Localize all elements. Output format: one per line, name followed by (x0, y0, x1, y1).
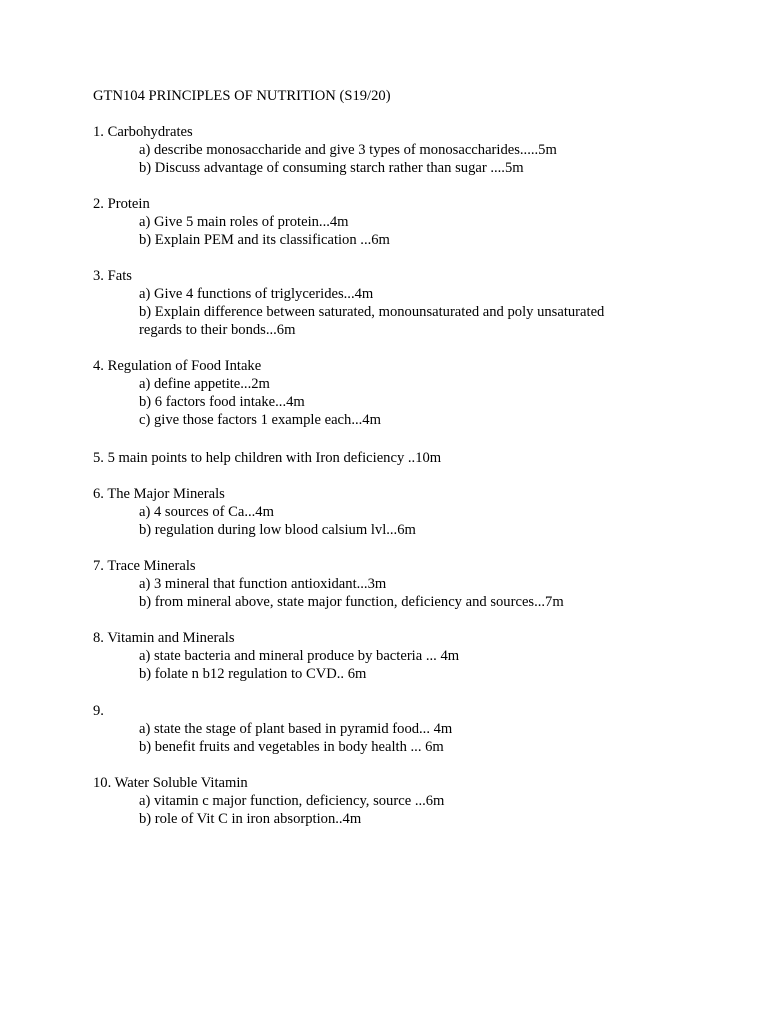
question-4-part-c: c) give those factors 1 example each...4m (139, 412, 381, 428)
question-8-part-b: b) folate n b12 regulation to CVD.. 6m (139, 666, 367, 682)
question-6-part-b: b) regulation during low blood calsium lvl...6m (139, 522, 416, 538)
question-3-part-b: b) Explain difference between saturated, monounsaturated and poly unsaturated (139, 304, 605, 320)
question-4-part-b: b) 6 factors food intake...4m (139, 394, 305, 410)
document-title: GTN104 PRINCIPLES OF NUTRITION (S19/20) (93, 88, 391, 104)
question-9-part-b: b) benefit fruits and vegetables in body health ... 6m (139, 739, 444, 755)
question-9-part-a: a) state the stage of plant based in pyramid food... 4m (139, 721, 453, 737)
question-3-heading: 3. Fats (93, 268, 132, 284)
question-2-heading: 2. Protein (93, 196, 150, 212)
question-10-part-b: b) role of Vit C in iron absorption..4m (139, 811, 362, 827)
question-4-heading: 4. Regulation of Food Intake (93, 358, 262, 374)
question-1-part-b: b) Discuss advantage of consuming starch rather than sugar ....5m (139, 160, 524, 176)
question-2-part-b: b) Explain PEM and its classification ...6m (139, 232, 390, 248)
question-10-heading: 10. Water Soluble Vitamin (93, 775, 248, 791)
question-1-heading: 1. Carbohydrates (93, 124, 193, 140)
question-5-heading: 5. 5 main points to help children with Iron deficiency ..10m (93, 450, 442, 466)
question-7-part-b: b) from mineral above, state major function, deficiency and sources...7m (139, 594, 564, 610)
question-2-part-a: a) Give 5 main roles of protein...4m (139, 214, 349, 230)
question-7-part-a: a) 3 mineral that function antioxidant...3m (139, 576, 387, 592)
question-8-part-a: a) state bacteria and mineral produce by bacteria ... 4m (139, 648, 460, 664)
question-9-heading: 9. (93, 703, 104, 719)
question-3-part-a: a) Give 4 functions of triglycerides...4m (139, 286, 374, 302)
question-4-part-a: a) define appetite...2m (139, 376, 270, 392)
question-8-heading: 8. Vitamin and Minerals (93, 630, 235, 646)
question-6-part-a: a) 4 sources of Ca...4m (139, 504, 274, 520)
question-7-heading: 7. Trace Minerals (93, 558, 196, 574)
question-10-part-a: a) vitamin c major function, deficiency, source ...6m (139, 793, 445, 809)
question-3-part-b-continued: regards to their bonds...6m (139, 322, 296, 338)
question-1-part-a: a) describe monosaccharide and give 3 types of monosaccharides.....5m (139, 142, 557, 158)
question-6-heading: 6. The Major Minerals (93, 486, 225, 502)
